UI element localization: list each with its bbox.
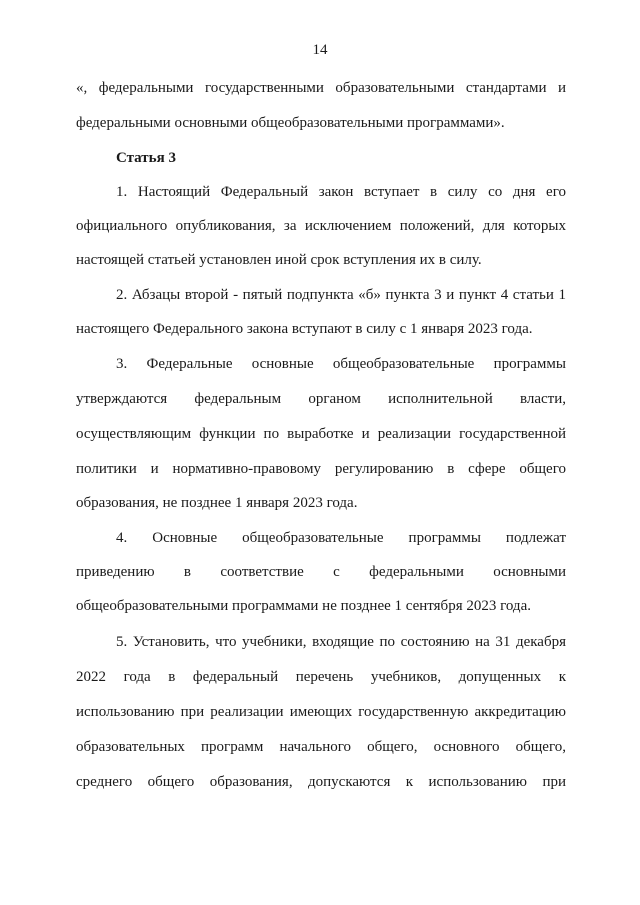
text-line: образовательных программ начального общего, основного общего,	[76, 739, 566, 755]
text-line: приведению в соответствие с федеральными основными	[76, 564, 566, 580]
text-line: 3. Федеральные основные общеобразовательные программы	[116, 356, 566, 372]
page-number: 14	[312, 42, 328, 58]
article-heading: Статья 3	[116, 150, 176, 166]
text-line: настоящего Федерального закона вступают в силу с 1 января 2023 года.	[76, 321, 533, 337]
text-line: «, федеральными государственными образовательными стандартами и	[76, 80, 566, 96]
text-line: осуществляющим функции по выработке и реализации государственной	[76, 426, 566, 442]
text-line: 2. Абзацы второй - пятый подпункта «б» пункта 3 и пункт 4 статьи 1	[116, 287, 566, 303]
text-line: политики и нормативно-правовому регулированию в сфере общего	[76, 461, 566, 477]
text-line: общеобразовательными программами не позднее 1 сентября 2023 года.	[76, 598, 531, 614]
text-line: 2022 года в федеральный перечень учебников, допущенных к	[76, 669, 566, 685]
text-line: среднего общего образования, допускаются к использованию при	[76, 774, 566, 790]
text-line: федеральными основными общеобразовательными программами».	[76, 115, 505, 131]
text-line: настоящей статьей установлен иной срок вступления их в силу.	[76, 252, 482, 268]
text-line: 4. Основные общеобразовательные программы подлежат	[116, 530, 566, 546]
text-line: использованию при реализации имеющих государственную аккредитацию	[76, 704, 566, 720]
text-line: образования, не позднее 1 января 2023 года.	[76, 495, 358, 511]
text-line: 5. Установить, что учебники, входящие по состоянию на 31 декабря	[116, 634, 566, 650]
text-line: 1. Настоящий Федеральный закон вступает в силу со дня его	[116, 184, 566, 200]
text-line: официального опубликования, за исключением положений, для которых	[76, 218, 566, 234]
text-line: утверждаются федеральным органом исполнительной власти,	[76, 391, 566, 407]
